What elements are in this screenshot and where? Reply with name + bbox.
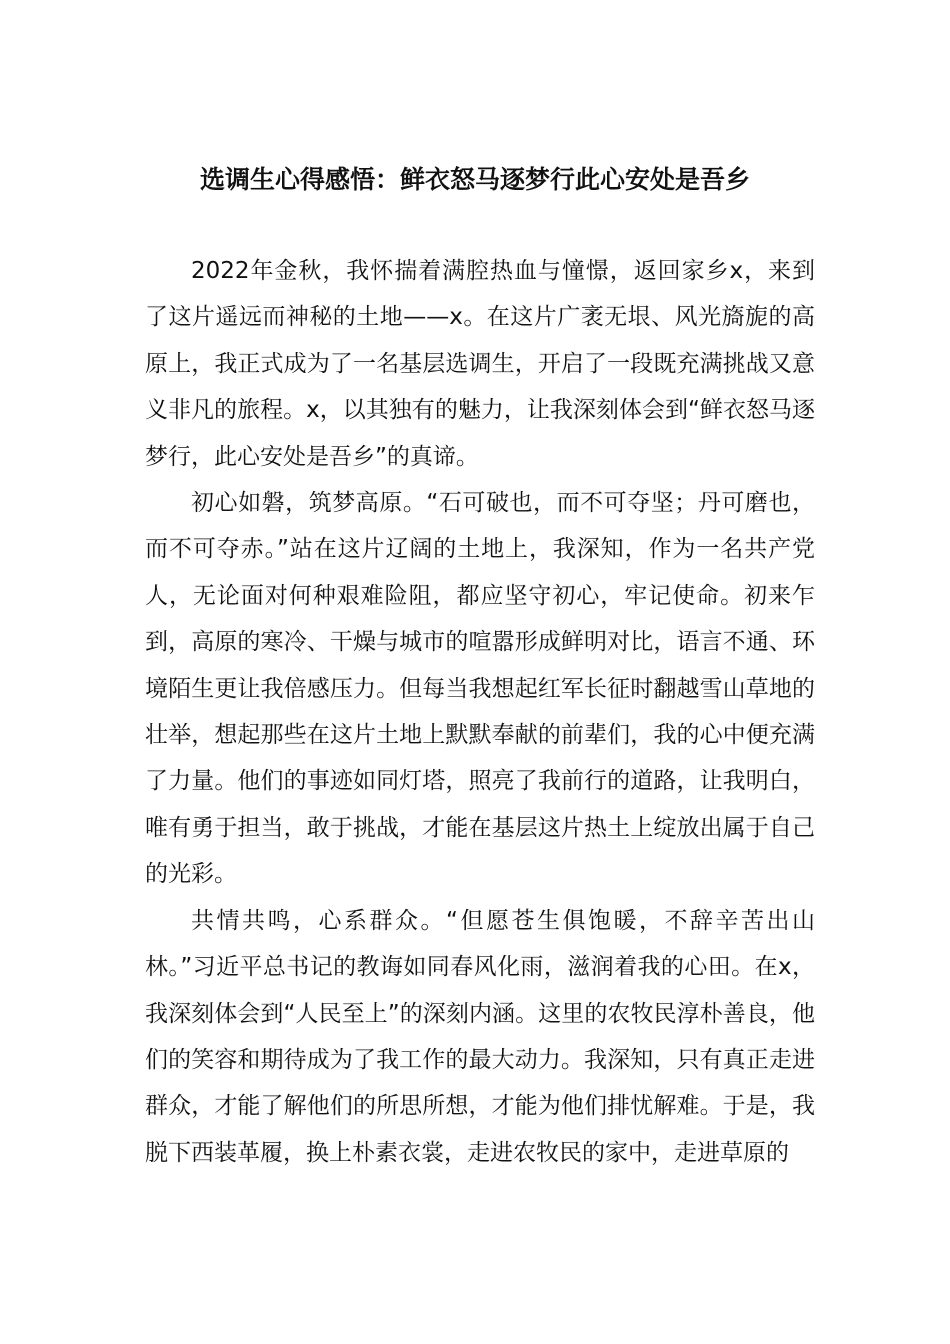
document-body	[145, 248, 815, 1176]
paragraph-2: 初心如磐，筑梦高原。“石可破也，而不可夺坚；丹可磨也，而不可夺赤。”站在这片辽阔的土地上，我深知，作为一名共产党人，无论面对何种艰难险阻，都应坚守初心，牢记使命。初来乍到，高原的寒冷、干燥与城市的喧嚣形成鲜明对比，语言不通、环境陌生更让我倍感压力。但每当我想起红军长征时翻越雪山草地的壮举，想起那些在这片土地上默默奉献的前辈们，我的心中便充满了力量。他们的事迹如同灯塔，照亮了我前行的道路，让我明白，唯有勇于担当，敢于挑战，才能在基层这片热土上绽放出属于自己的光彩。	[145, 490, 815, 888]
paragraph-1: 2022年金秋，我怀揣着满腔热血与憧憬，返回家乡x，来到了这片遥远而神秘的土地——x。在这片广袤无垠、风光旖旎的高原上，我正式成为了一名基层选调生，开启了一段既充满挑战又意义非凡的旅程。x，以其独有的魅力，让我深刻体会到“鲜衣怒马逐梦行，此心安处是吾乡”的真谛。	[145, 258, 815, 470]
paragraph-3: 共情共鸣，心系群众。“但愿苍生俱饱暖，不辞辛苦出山林。”习近平总书记的教诲如同春风化雨，滋润着我的心田。在x，我深刻体会到“人民至上”的深刻内涵。这里的农牧民淳朴善良，他们的笑容和期待成为了我工作的最大动力。我深知，只有真正走进群众，才能了解他们的所思所想，才能为他们排忧解难。于是，我脱下西装革履，换上朴素衣裳，走进农牧民的家中，走进草原的	[145, 907, 815, 1166]
document-title: 选调生心得感悟：鲜衣怒马逐梦行此心安处是吾乡	[199, 165, 750, 194]
